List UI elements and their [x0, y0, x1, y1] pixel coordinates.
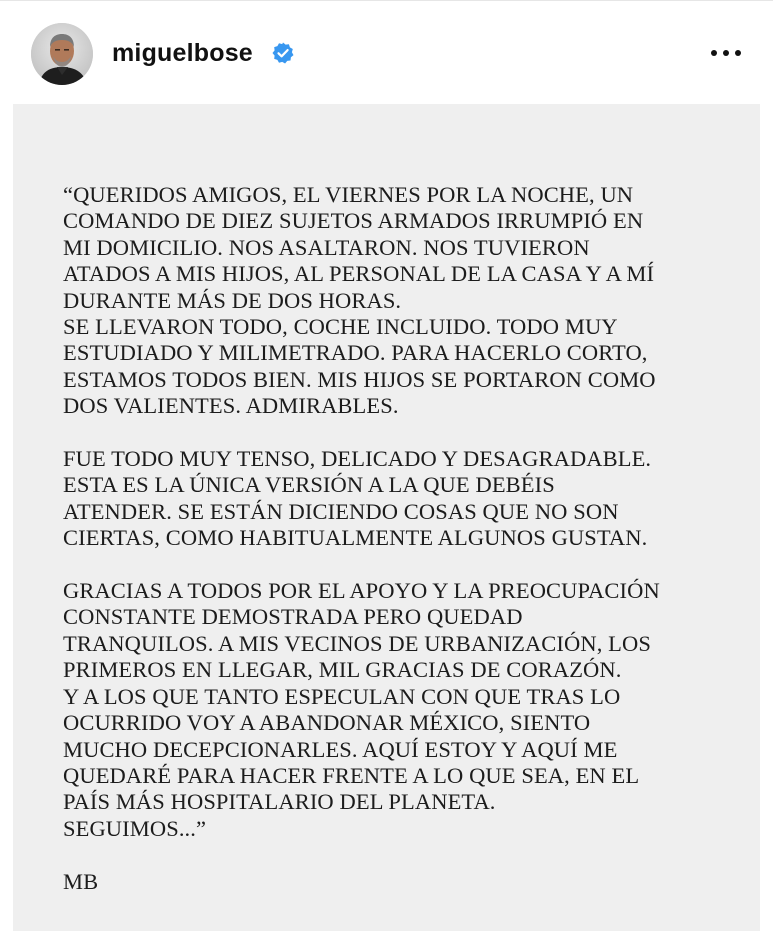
statement-line: MI DOMICILIO. NOS ASALTARON. NOS TUVIERON — [63, 234, 590, 260]
verified-badge-icon — [271, 41, 295, 65]
statement-line: DURANTE MÁS DE DOS HORAS. — [63, 287, 402, 313]
statement-line: “QUERIDOS AMIGOS, EL VIERNES POR LA NOCHE, UN — [63, 182, 634, 207]
statement-line: PRIMEROS EN LLEGAR, MIL GRACIAS DE CORAZÓN. — [63, 657, 622, 683]
statement-line: SE LLEVARON TODO, COCHE INCLUIDO. TODO MUY — [63, 314, 618, 340]
statement-line: ESTUDIADO Y MILIMETRADO. PARA HACERLO CORTO, — [63, 340, 648, 366]
statement-line: TRANQUILOS. A MIS VECINOS DE URBANIZACIÓN, LOS — [63, 630, 651, 656]
profile-photo-icon — [31, 23, 93, 85]
post-image — [13, 104, 760, 931]
statement-paragraph — [63, 578, 743, 842]
more-options-button[interactable] — [708, 39, 744, 67]
statement-line: GRACIAS A TODOS POR EL APOYO Y LA PREOCUPACIÓN — [63, 578, 660, 604]
statement-line: PAÍS MÁS HOSPITALARIO DEL PLANETA. — [63, 789, 496, 815]
statement-line: MUCHO DECEPCIONARLES. AQUÍ ESTOY Y AQUÍ ME — [63, 736, 618, 762]
statement-paragraph — [63, 182, 743, 420]
statement-line: MB — [63, 868, 99, 894]
statement-line: CIERTAS, COMO HABITUALMENTE ALGUNOS GUSTAN. — [63, 525, 648, 551]
statement-line: CONSTANTE DEMOSTRADA PERO QUEDAD — [63, 604, 523, 630]
statement-line: FUE TODO MUY TENSO, DELICADO Y DESAGRADABLE. — [63, 446, 652, 472]
statement-line: ATENDER. SE ESTÁN DICIENDO COSAS QUE NO SON — [63, 498, 619, 524]
statement-line: OCURRIDO VOY A ABANDONAR MÉXICO, SIENTO — [63, 710, 591, 736]
username[interactable]: miguelbose — [112, 39, 253, 67]
statement-line: SEGUIMOS...” — [63, 815, 207, 841]
statement-line: ESTA ES LA ÚNICA VERSIÓN A LA QUE DEBÉIS — [63, 472, 555, 498]
post-header — [0, 0, 773, 105]
more-options-icon — [708, 39, 744, 67]
statement-line: QUEDARÉ PARA HACER FRENTE A LO QUE SEA, EN EL — [63, 762, 640, 788]
statement-line: ATADOS A MIS HIJOS, AL PERSONAL DE LA CASA Y A MÍ — [63, 261, 655, 287]
statement-paragraph — [63, 446, 743, 552]
statement-line: Y A LOS QUE TANTO ESPECULAN CON QUE TRAS LO — [63, 683, 621, 709]
statement-line: DOS VALIENTES. ADMIRABLES. — [63, 393, 399, 419]
post-statement-text — [63, 182, 743, 895]
statement-line: ESTAMOS TODOS BIEN. MIS HIJOS SE PORTARON COMO — [63, 366, 656, 392]
avatar[interactable] — [31, 23, 93, 85]
statement-line: COMANDO DE DIEZ SUJETOS ARMADOS IRRUMPIÓ EN — [63, 208, 644, 234]
statement-paragraph — [63, 869, 743, 895]
